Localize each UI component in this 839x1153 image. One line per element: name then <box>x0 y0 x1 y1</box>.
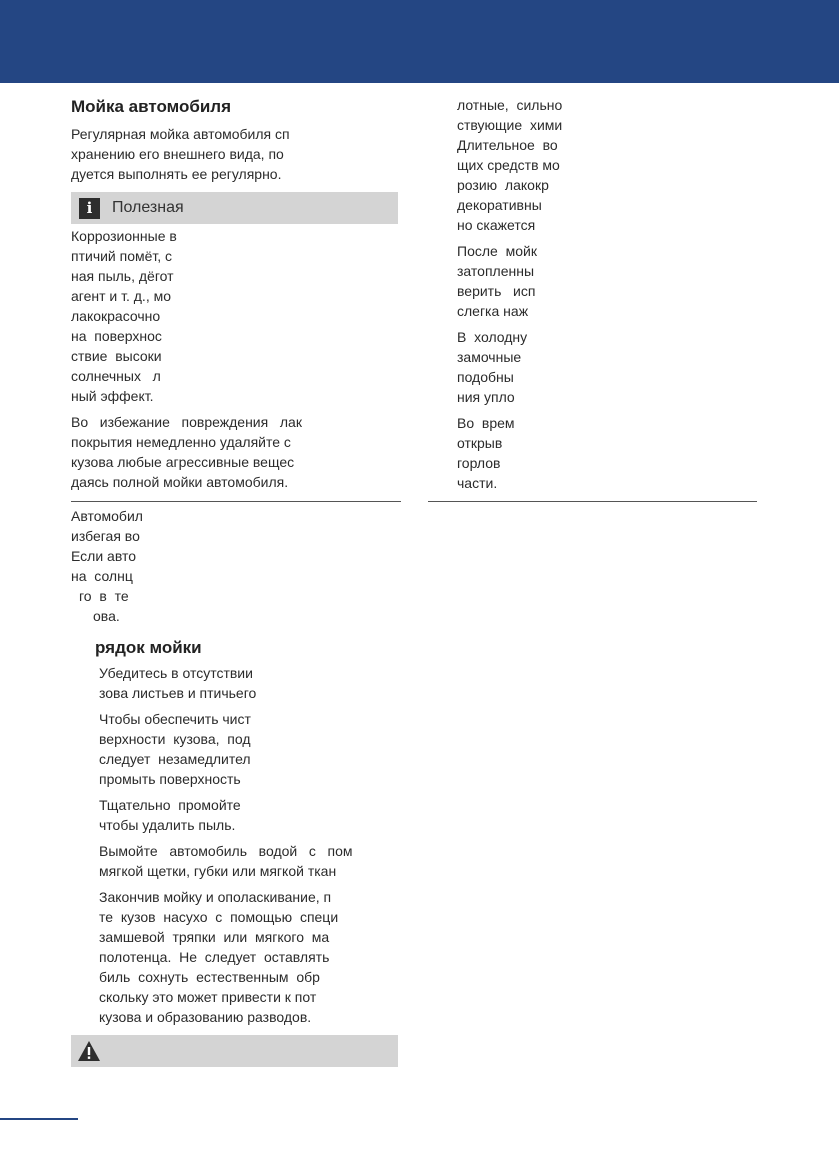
text-line: Тщательно промойте <box>99 797 241 813</box>
text-line: птичий помёт, с <box>71 248 173 264</box>
text-line: розию лакокр <box>457 177 549 193</box>
text-line: Длительное во <box>457 137 558 153</box>
text-line: Регулярная мойка автомобиля сп <box>71 126 290 142</box>
text-line: полотенца. Не следует оставлять <box>99 949 330 965</box>
text-line: кузова и образованию разводов. <box>99 1009 312 1025</box>
text-line: ствие высоки <box>71 348 162 364</box>
washing-procedure <box>95 636 365 1033</box>
text-line: замшевой тряпки или мягкого ма <box>99 929 330 945</box>
corrosion-paragraph <box>71 226 313 406</box>
text-line: ния упло <box>457 389 515 405</box>
text-line: замочные <box>457 349 522 365</box>
text-line: декоративны <box>457 197 542 213</box>
left-column-middle <box>71 226 313 498</box>
text-line: ный эффект. <box>71 388 154 404</box>
text-line: зова листьев и птичьего <box>99 685 257 701</box>
text-line: Во избежание повреждения лак <box>71 414 302 430</box>
text-line: открыв <box>457 435 503 451</box>
text-line: лакокрасочно <box>71 308 161 324</box>
avoid-damage-paragraph <box>71 412 313 492</box>
text-line: покрытия немедленно удаляйте с <box>71 434 291 450</box>
text-line: избегая во <box>71 528 140 544</box>
right-column <box>457 95 587 499</box>
text-line: затопленны <box>457 263 534 279</box>
text-line: но скажется <box>457 217 536 233</box>
text-line: солнечных л <box>71 368 161 384</box>
text-line: Убедитесь в отсутствии <box>99 665 253 681</box>
note-label: Полезная <box>112 199 184 216</box>
step-1 <box>99 663 365 703</box>
during-wash-paragraph <box>457 413 587 493</box>
text-line: Коррозионные в <box>71 228 177 244</box>
left-column-top <box>71 95 401 190</box>
text-line: Автомобил <box>71 508 143 524</box>
text-line: чтобы удалить пыль. <box>99 817 236 833</box>
text-line: следует незамедлител <box>99 751 251 767</box>
text-line: те кузов насухо с помощью специ <box>99 909 339 925</box>
text-line: подобны <box>457 369 514 385</box>
text-line: горлов <box>457 455 501 471</box>
step-3 <box>99 795 365 835</box>
text-line: верхности кузова, под <box>99 731 251 747</box>
step-2 <box>99 709 365 789</box>
text-line: ствующие хими <box>457 117 563 133</box>
intro-paragraph <box>71 124 401 184</box>
cold-weather-paragraph <box>457 327 587 407</box>
text-line: хранению его внешнего вида, по <box>71 146 284 162</box>
divider-left <box>71 501 401 502</box>
text-line: кузова любые агрессивные вещес <box>71 454 295 470</box>
section-title: Мойка автомобиля <box>71 97 232 116</box>
warning-triangle-icon <box>77 1040 101 1062</box>
text-line: промыть поверхность <box>99 771 241 787</box>
divider-right <box>428 501 757 502</box>
text-line: го в те <box>79 588 129 604</box>
text-line: Если авто <box>71 548 137 564</box>
note-bar <box>71 192 398 224</box>
chemicals-paragraph <box>457 95 587 235</box>
text-line: Закончив мойку и ополаскивание, п <box>99 889 332 905</box>
text-line: скольку это может привести к пот <box>99 989 317 1005</box>
text-line: на поверхнос <box>71 328 162 344</box>
text-line: агент и т. д., мо <box>71 288 172 304</box>
page-header-band <box>0 0 839 83</box>
text-line: В холодну <box>457 329 528 345</box>
text-line: Чтобы обеспечить чист <box>99 711 251 727</box>
text-line: слегка наж <box>457 303 529 319</box>
footer-rule <box>0 1118 78 1120</box>
step-5 <box>99 887 365 1027</box>
text-line: биль сохнуть естественным обр <box>99 969 320 985</box>
text-line: Во врем <box>457 415 515 431</box>
text-line: Вымойте автомобиль водой с пом <box>99 843 353 859</box>
after-wash-paragraph <box>457 241 587 321</box>
text-line: После мойк <box>457 243 537 259</box>
info-icon: i <box>79 198 100 219</box>
text-line: лотные, сильно <box>457 97 563 113</box>
warning-bar <box>71 1035 398 1067</box>
text-line: ная пыль, дёгот <box>71 268 174 284</box>
text-line: даясь полной мойки автомобиля. <box>71 474 289 490</box>
text-line: дуется выполнять ее регулярно. <box>71 166 282 182</box>
text-line: верить исп <box>457 283 536 299</box>
text-line: ова. <box>93 608 120 624</box>
text-line: мягкой щетки, губки или мягкой ткан <box>99 863 337 879</box>
parking-paragraph <box>71 506 191 626</box>
text-line: щих средств мо <box>457 157 560 173</box>
section-title: рядок мойки <box>95 638 202 657</box>
text-line: части. <box>457 475 498 491</box>
text-line: на солнц <box>71 568 133 584</box>
step-4 <box>99 841 365 881</box>
